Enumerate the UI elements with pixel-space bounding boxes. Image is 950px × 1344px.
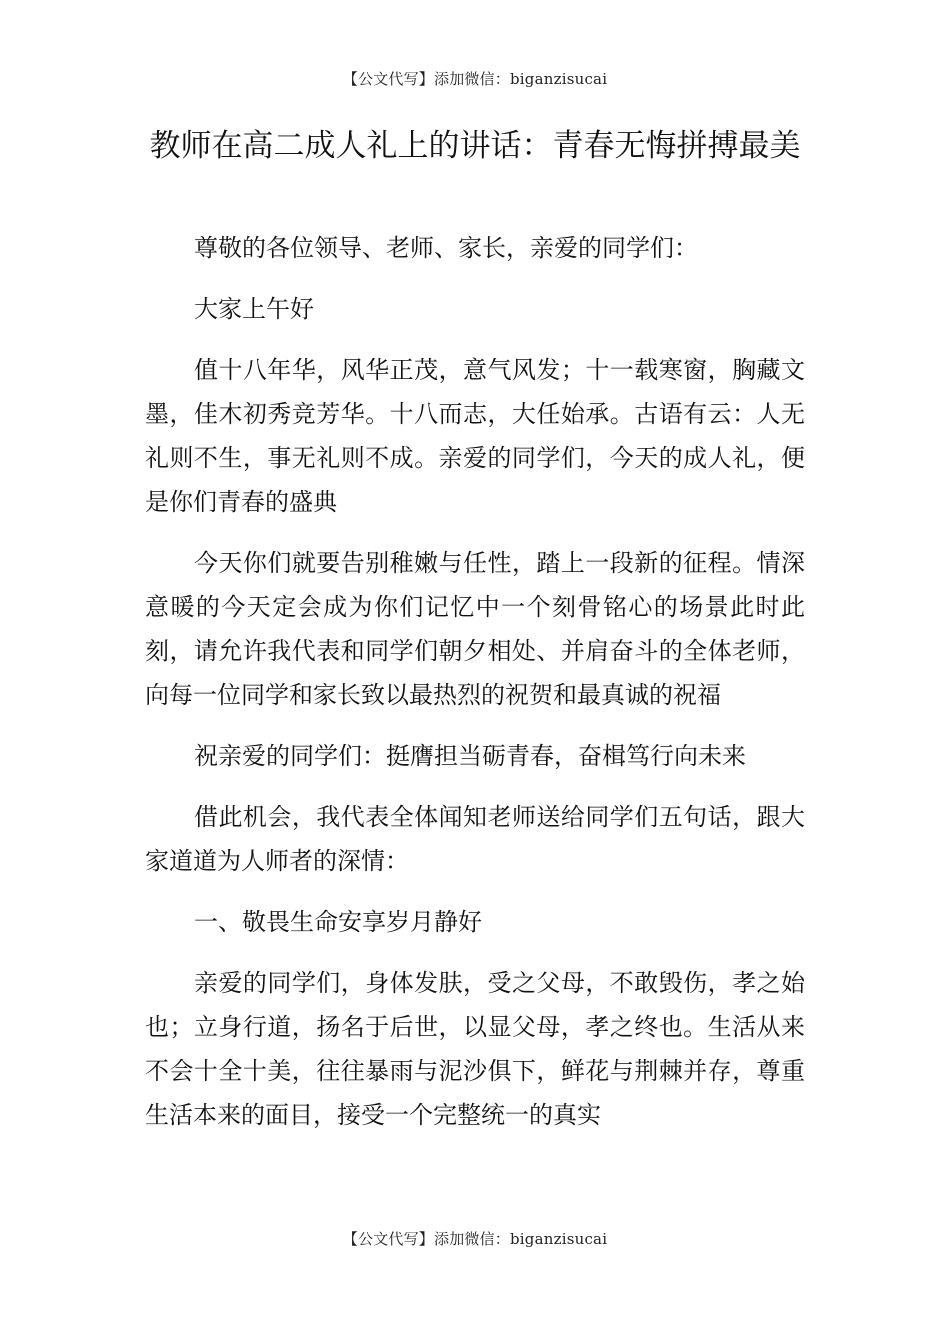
document-body (145, 226, 805, 1154)
document-title: 教师在高二成人礼上的讲话：青春无悔拼搏最美 (149, 128, 801, 164)
paragraph-greeting: 大家上午好 (194, 295, 314, 323)
paragraph: 亲爱的同学们，身体发肤，受之父母，不敢毁伤，孝之始也；立身行道，扬名于后世，以显父母，孝之终也。生活从来不会十全十美，往往暴雨与泥沙俱下，鲜花与荆棘并存，尊重生活本来的面目，接受一个完整统一的真实 (145, 969, 805, 1129)
paragraph: 值十八年华，风华正茂，意气风发；十一载寒窗，胸藏文墨，佳木初秀竞芳华。十八而志，大任始承。古语有云：人无礼则不生，事无礼则不成。亲爱的同学们，今天的成人礼，便是你们青春的盛典 (145, 356, 805, 516)
footer-note: 【公文代写】添加微信：biganzisucai (342, 1230, 608, 1248)
paragraph-salutation: 尊敬的各位领导、老师、家长，亲爱的同学们： (194, 234, 698, 262)
paragraph: 今天你们就要告别稚嫩与任性，踏上一段新的征程。情深意暖的今天定会成为你们记忆中一个刻骨铭心的场景此时此刻，请允许我代表和同学们朝夕相处、并肩奋斗的全体老师，向每一位同学和家长致以最热烈的祝贺和最真诚的祝福 (145, 549, 805, 709)
section-heading: 一、敬畏生命安享岁月静好 (194, 908, 482, 936)
header-note: 【公文代写】添加微信：biganzisucai (342, 70, 608, 88)
paragraph: 祝亲爱的同学们：挺膺担当砺青春，奋楫笃行向未来 (194, 742, 746, 770)
paragraph: 借此机会，我代表全体闻知老师送给同学们五句话，跟大家道道为人师者的深情： (145, 803, 805, 875)
